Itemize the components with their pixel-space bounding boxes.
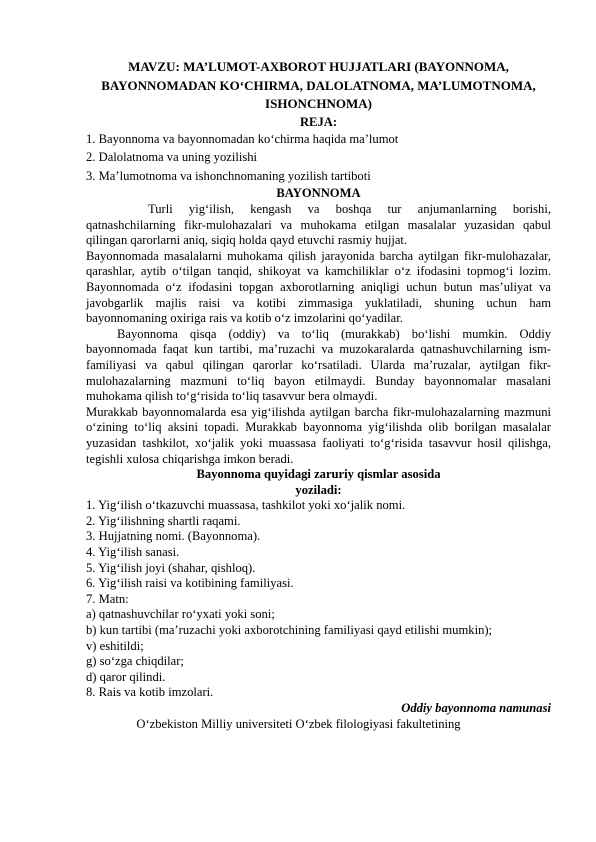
parts-list — [86, 498, 551, 607]
text-parts-list — [86, 607, 551, 685]
parts-heading-line2: yoziladi: — [295, 482, 342, 497]
paragraph-definition: Turli yig‘ilish, kengash va boshqa tur anjumanlarning borishi, qatnashchilarning fikr-mulohazalari va muhokama etilgan masalalar yuzasidan qabul qilingan qarorlarni aniq, siqiq holda qayd etuvchi rasmiy hujjat. — [86, 202, 551, 248]
list-item: b) kun tartibi (ma’ruzachi yoki axborotchining familiyasi qayd etilishi mumkin); — [86, 623, 493, 638]
plan-item: 1. Bayonnoma va bayonnomadan ko‘chirma haqida ma’lumot — [86, 131, 399, 146]
paragraph-content: Bayonnomada masalalarni muhokama qilish jarayonida barcha aytilgan fikr-mulohazalar, qarashlar, aytib o‘tilgan tanqid, shikoyat va kamchiliklar o‘z ifodasini topmog‘i lozim. Bayonnomada o‘z ifodasini topgan axborotlarning aniqligi uchun butun mas’uliyat va javobgarlik majlis raisi va kotibi zimmasiga yuklatiladi, shuning uchun ham bayonnomaning oxiriga rais va kotib o‘z imzolarini qo‘yadilar. — [86, 248, 551, 326]
list-item: 8. Rais va kotib imzolari. — [86, 685, 214, 700]
plan-item: 2. Dalolatnoma va uning yozilishi — [86, 150, 258, 164]
document-page — [86, 58, 551, 732]
paragraph-complex: Murakkab bayonnomalarda esa yig‘ilishda aytilgan barcha fikr-mulohazalarning mazmuni o‘zining to‘liq aksini topadi. Murakkab bayonnoma yig‘ilishda olib borilgan masalalar yuzasidan tashkilot, xo‘jalik yoki muassasa faoliyati to‘g‘risida tasavvur hosil qilishga, tegishli xulosa chiqarishga imkon beradi. — [86, 404, 551, 466]
list-item: 3. Hujjatning nomi. (Bayonnoma). — [86, 529, 261, 544]
list-item: a) qatnashuvchilar ro‘yxati yoki soni; — [86, 607, 275, 622]
list-item: 7. Matn: — [86, 591, 129, 606]
list-item: d) qaror qilindi. — [86, 669, 166, 684]
document-title: MAVZU: MA’LUMOT-AXBOROT HUJJATLARI (BAYONNOMA, BAYONNOMADAN KO‘CHIRMA, DALOLATNOMA, MA’LUMOTNOMA, ISHONCHNOMA) — [101, 59, 536, 111]
sample-heading: Oddiy bayonnoma namunasi — [401, 701, 551, 715]
list-item: g) so‘zga chiqdilar; — [86, 654, 184, 669]
parts-heading-line1: Bayonnoma quyidagi zaruriy qismlar asosida — [196, 467, 441, 482]
list-item: 6. Yig‘ilish raisi va kotibining familiyasi. — [86, 576, 294, 591]
list-item: 4. Yig‘ilish sanasi. — [86, 545, 180, 560]
plan-list — [86, 130, 551, 186]
sample-organization: O‘zbekiston Milliy universiteti O‘zbek filologiyasi fakultetining — [136, 716, 461, 731]
section-heading: BAYONNOMA — [276, 186, 361, 200]
list-item: v) eshitildi; — [86, 638, 144, 653]
plan-item: 3. Ma’lumotnoma va ishonchnomaning yozilish tartiboti — [86, 168, 371, 183]
list-item: 1. Yig‘ilish o‘tkazuvchi muassasa, tashkilot yoki xo‘jalik nomi. — [86, 498, 406, 513]
list-item: 2. Yig‘ilishning shartli raqami. — [86, 513, 241, 528]
list-item: 5. Yig‘ilish joyi (shahar, qishloq). — [86, 560, 256, 575]
plan-heading: REJA: — [299, 114, 338, 129]
paragraph-types: Bayonnoma qisqa (oddiy) va to‘liq (murakkab) bo‘lishi mumkin. Oddiy bayonnomada faqat kun tartibi, ma’ruzachi va muzokaralarda qatnashuvchilarning ism-familiyasi va qabul qilingan qarorlar ko‘rsatiladi. Ularda ma’ruzalar, aytilgan fikr-mulohazalarning mazmuni to‘liq bayon etilmaydi. Bunday bayonnomalar masalani muhokama qilish to‘g‘risida to‘liq tasavvur bera olmaydi. — [86, 326, 551, 404]
